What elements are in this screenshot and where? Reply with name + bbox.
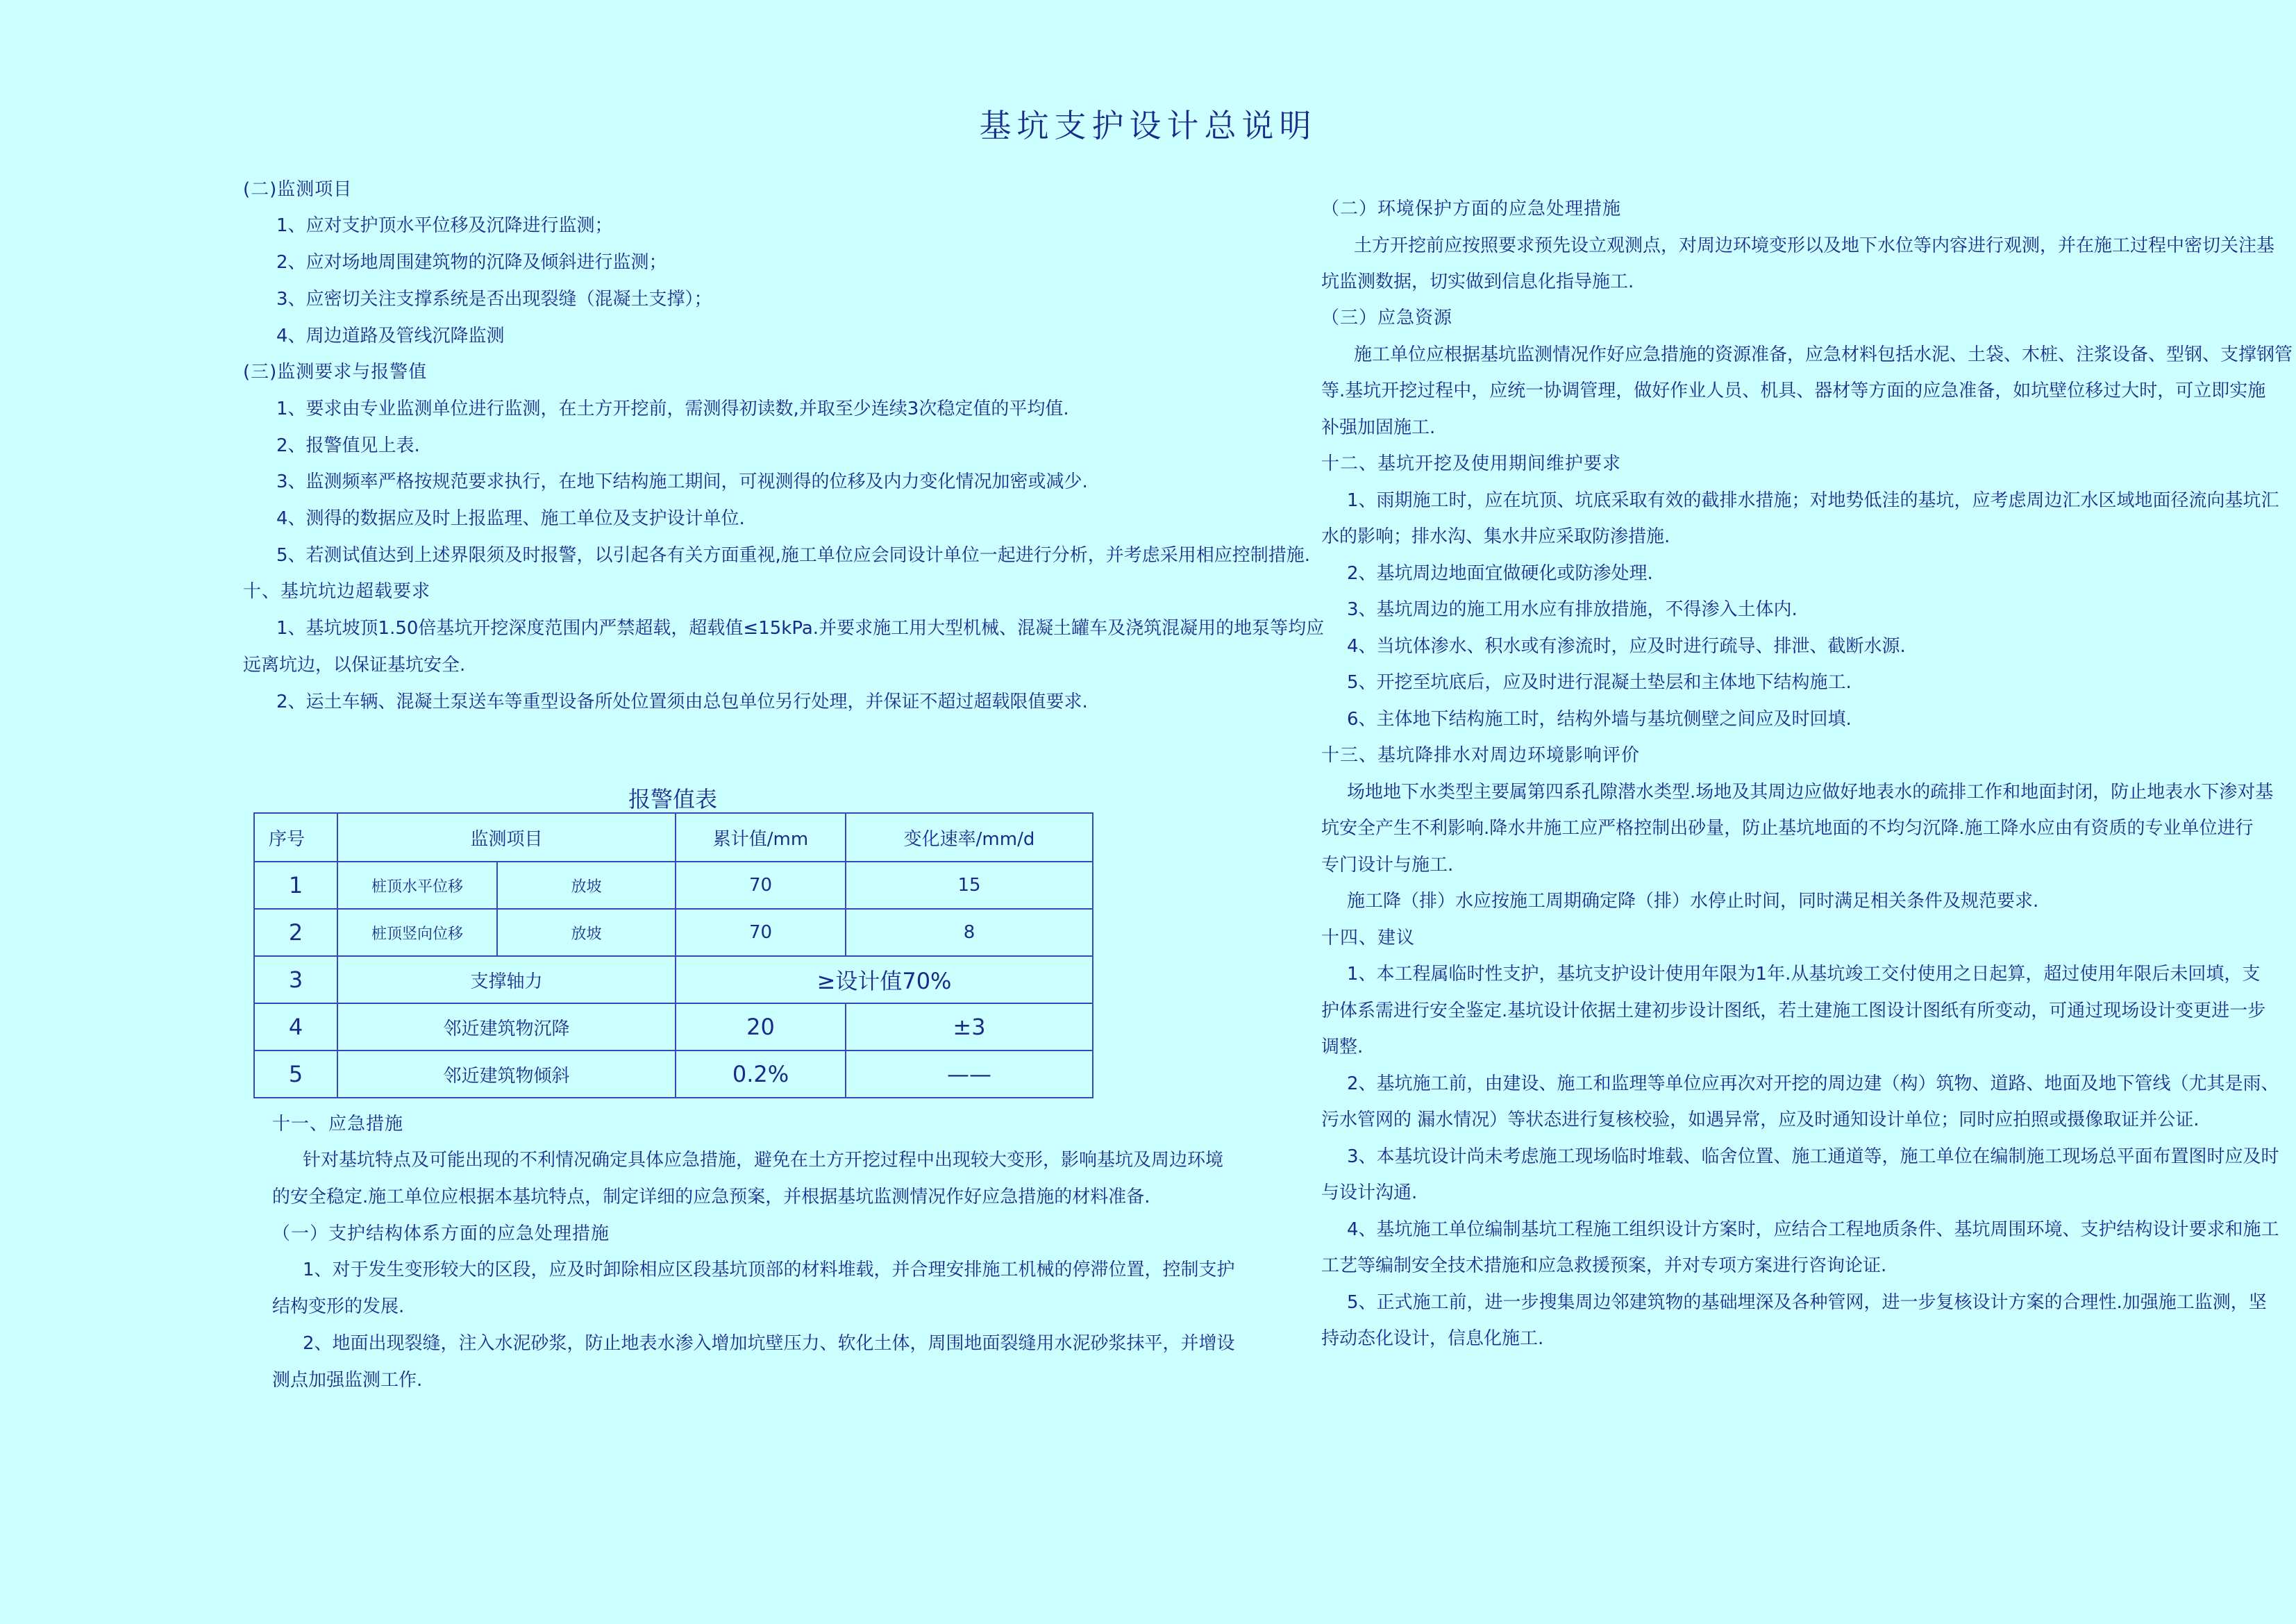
- text-line: 2、应对场地周围建筑物的沉降及倾斜进行监测；: [276, 252, 667, 273]
- header-rate: 变化速率/mm/d: [846, 813, 1093, 862]
- text-line: 3、本基坑设计尚未考虑施工现场临时堆载、临舍位置、施工通道等，施工单位在编制施工现场总平面布置图时应及时: [1347, 1146, 2279, 1167]
- text-line: 与设计沟通.: [1321, 1182, 1418, 1203]
- text-line: 3、监测频率严格按规范要求执行，在地下结构施工期间，可视测得的位移及内力变化情况加密或减少.: [276, 471, 1088, 492]
- table-row: [254, 956, 1093, 1003]
- text-line: 调整.: [1321, 1037, 1364, 1057]
- row-sub: 放坡: [497, 862, 676, 909]
- text-line: 护体系需进行安全鉴定.基坑设计依据土建初步设计图纸，若土建施工图设计图纸有所变动，可通过现场设计变更进一步: [1321, 1001, 2266, 1021]
- header-item: 监测项目: [337, 813, 676, 862]
- heading-monitoring-requirements: (三)监测要求与报警值: [243, 362, 428, 383]
- heading-maintenance-requirements: 十二、基坑开挖及使用期间维护要求: [1321, 453, 1622, 474]
- row-item: 桩顶水平位移: [337, 862, 497, 909]
- text-line: 测点加强监测工作.: [272, 1370, 423, 1391]
- text-line: 4、周边道路及管线沉降监测: [276, 326, 505, 346]
- row-total: 20: [676, 1003, 846, 1050]
- text-line: 2、运土车辆、混凝土泵送车等重型设备所处位置须由总包单位另行处理，并保证不超过超载限值要求.: [276, 692, 1088, 712]
- table-row: [254, 1003, 1093, 1050]
- text-line: 补强加固施工.: [1321, 417, 1436, 438]
- text-line: 水的影响；排水沟、集水井应采取防渗措施.: [1321, 526, 1670, 547]
- row-no: 3: [254, 956, 337, 1003]
- table-row: [254, 1050, 1093, 1098]
- row-item: 邻近建筑物沉降: [337, 1003, 676, 1050]
- text-line: 等.基坑开挖过程中，应统一协调管理，做好作业人员、机具、器材等方面的应急准备，如坑壁位移过大时，可立即实施: [1321, 380, 2266, 401]
- row-merged-value: ≥设计值70%: [676, 956, 1093, 1003]
- text-line: 5、若测试值达到上述界限须及时报警，以引起各有关方面重视,施工单位应会同设计单位一起进行分析，并考虑采用相应控制措施.: [276, 545, 1311, 566]
- text-line: 1、要求由专业监测单位进行监测，在土方开挖前，需测得初读数,并取至少连续3次稳定值的平均值.: [276, 399, 1069, 419]
- row-item: 桩顶竖向位移: [337, 909, 497, 956]
- text-line: 工艺等编制安全技术措施和应急救援预案，并对专项方案进行咨询论证.: [1321, 1255, 1887, 1276]
- text-line: 2、基坑施工前，由建设、施工和监理等单位应再次对开挖的周边建（构）筑物、道路、地面及地下管线（尤其是雨、: [1347, 1073, 2279, 1094]
- text-line: 5、开挖至坑底后，应及时进行混凝土垫层和主体地下结构施工.: [1347, 672, 1852, 693]
- row-rate: 15: [846, 862, 1093, 909]
- text-line: 1、对于发生变形较大的区段，应及时卸除相应区段基坑顶部的材料堆载，并合理安排施工机械的停滞位置，控制支护: [303, 1259, 1235, 1280]
- text-line: 1、基坑坡顶1.50倍基坑开挖深度范围内严禁超载，超载值≤15kPa.并要求施工用大型机械、混凝土罐车及浇筑混凝用的地泵等均应: [276, 618, 1325, 639]
- page-title: 基坑支护设计总说明: [979, 107, 1317, 144]
- row-total: 70: [676, 909, 846, 956]
- text-line: 施工单位应根据基坑监测情况作好应急措施的资源准备，应急材料包括水泥、土袋、木桩、注浆设备、型钢、支撑钢管: [1354, 344, 2293, 365]
- text-line: 施工降（排）水应按施工周期确定降（排）水停止时间，同时满足相关条件及规范要求.: [1347, 891, 2039, 912]
- row-rate: ±3: [846, 1003, 1093, 1050]
- row-no: 2: [254, 909, 337, 956]
- text-line: 2、基坑周边地面宜做硬化或防渗处理.: [1347, 563, 1653, 584]
- heading-dewatering-impact: 十三、基坑降排水对周边环境影响评价: [1321, 745, 1641, 766]
- row-total: 70: [676, 862, 846, 909]
- text-line: 坑安全产生不利影响.降水井施工应严格控制出砂量，防止基坑地面的不均匀沉降.施工降水应由有资质的专业单位进行: [1321, 818, 2254, 839]
- heading-overload-requirements: 十、基坑坑边超载要求: [243, 581, 431, 602]
- text-line: 2、报警值见上表.: [276, 435, 420, 456]
- alarm-table-title: 报警值表: [628, 786, 718, 812]
- text-line: 1、雨期施工时，应在坑顶、坑底采取有效的截排水措施；对地势低洼的基坑，应考虑周边汇水区域地面径流向基坑汇: [1347, 490, 2279, 511]
- heading-suggestions: 十四、建议: [1321, 928, 1416, 948]
- text-line: 2、地面出现裂缝，注入水泥砂浆，防止地表水渗入增加坑壁压力、软化土体，周围地面裂缝用水泥砂浆抹平，并增设: [303, 1333, 1235, 1354]
- header-total: 累计值/mm: [676, 813, 846, 862]
- row-no: 1: [254, 862, 337, 909]
- text-line: 针对基坑特点及可能出现的不利情况确定具体应急措施，避免在土方开挖过程中出现较大变形，影响基坑及周边环境: [303, 1150, 1224, 1171]
- table-header-row: [254, 813, 1093, 862]
- text-line: 4、基坑施工单位编制基坑工程施工组织设计方案时，应结合工程地质条件、基坑周围环境、支护结构设计要求和施工: [1347, 1219, 2279, 1240]
- heading-structure-emergency: （一）支护结构体系方面的应急处理措施: [272, 1223, 610, 1244]
- text-line: 1、本工程属临时性支护，基坑支护设计使用年限为1年.从基坑竣工交付使用之日起算，超过使用年限后未回填，支: [1347, 964, 2261, 985]
- row-item: 邻近建筑物倾斜: [337, 1050, 676, 1098]
- row-sub: 放坡: [497, 909, 676, 956]
- heading-emergency-resources: （三）应急资源: [1321, 308, 1453, 328]
- row-no: 5: [254, 1050, 337, 1098]
- heading-monitoring-items: (二)监测项目: [243, 179, 353, 200]
- alarm-table: [253, 812, 1093, 1098]
- text-line: 1、应对支护顶水平位移及沉降进行监测；: [276, 215, 613, 236]
- text-line: 污水管网的 漏水情况）等状态进行复核校验，如遇异常，应及时通知设计单位；同时应拍照或摄像取证并公证.: [1321, 1110, 2199, 1130]
- table-row: [254, 862, 1093, 909]
- text-line: 持动态化设计，信息化施工.: [1321, 1328, 1544, 1349]
- row-rate: ——: [846, 1050, 1093, 1098]
- text-line: 5、正式施工前，进一步搜集周边邻建筑物的基础埋深及各种管网，进一步复核设计方案的合理性.加强施工监测，坚: [1347, 1292, 2267, 1313]
- header-no: 序号: [254, 813, 337, 862]
- text-line: 的安全稳定.施工单位应根据本基坑特点，制定详细的应急预案，并根据基坑监测情况作好应急措施的材料准备.: [272, 1187, 1150, 1207]
- text-line: 3、基坑周边的施工用水应有排放措施，不得渗入土体内.: [1347, 599, 1798, 620]
- heading-environment-emergency: （二）环境保护方面的应急处理措施: [1321, 199, 1622, 219]
- row-no: 4: [254, 1003, 337, 1050]
- row-item: 支撑轴力: [337, 956, 676, 1003]
- text-line: 4、测得的数据应及时上报监理、施工单位及支护设计单位.: [276, 508, 745, 529]
- text-line: 坑监测数据，切实做到信息化指导施工.: [1321, 271, 1634, 292]
- text-line: 4、当坑体渗水、积水或有渗流时，应及时进行疏导、排泄、截断水源.: [1347, 636, 1906, 657]
- text-line: 土方开挖前应按照要求预先设立观测点，对周边环境变形以及地下水位等内容进行观测，并在施工过程中密切关注基: [1354, 235, 2275, 256]
- text-line: 专门设计与施工.: [1321, 855, 1454, 876]
- text-line: 结构变形的发展.: [272, 1296, 405, 1317]
- text-line: 远离坑边，以保证基坑安全.: [243, 655, 466, 676]
- text-line: 场地地下水类型主要属第四系孔隙潜水类型.场地及其周边应做好地表水的疏排工作和地面封闭，防止地表水下渗对基: [1347, 782, 2274, 803]
- text-line: 6、主体地下结构施工时，结构外墙与基坑侧壁之间应及时回填.: [1347, 709, 1852, 730]
- text-line: 3、应密切关注支撑系统是否出现裂缝（混凝土支撑）；: [276, 289, 712, 310]
- row-total: 0.2%: [676, 1050, 846, 1098]
- heading-emergency-measures: 十一、应急措施: [272, 1114, 404, 1135]
- table-row: [254, 909, 1093, 956]
- row-rate: 8: [846, 909, 1093, 956]
